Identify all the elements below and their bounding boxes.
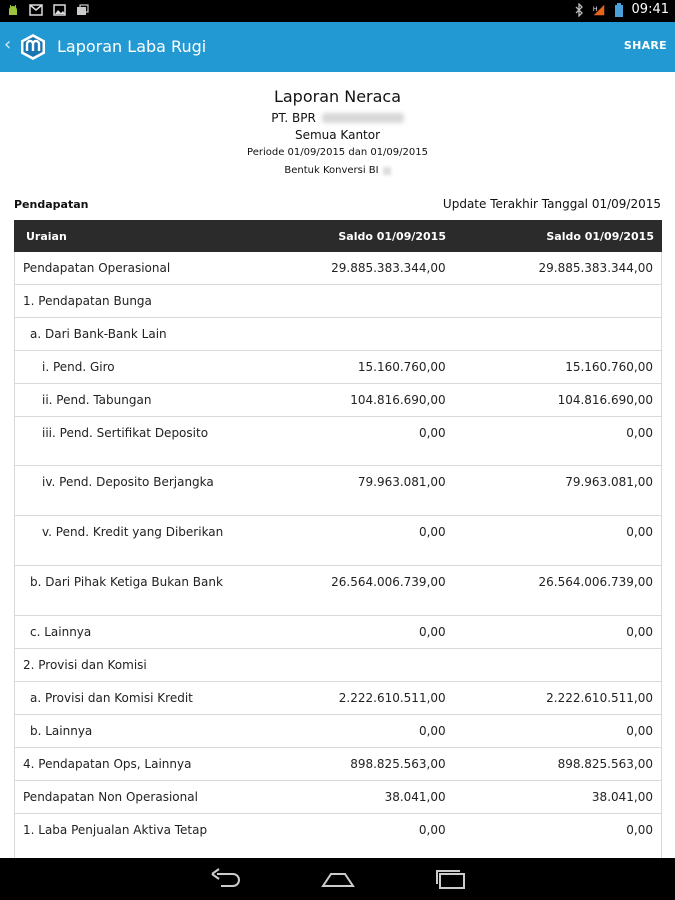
row-description: a. Provisi dan Komisi Kredit (30, 691, 193, 705)
table-row[interactable] (14, 417, 662, 466)
table-row[interactable] (14, 318, 662, 351)
status-bar (0, 0, 675, 22)
row-description: ii. Pend. Tabungan (42, 393, 152, 407)
table-row[interactable] (14, 566, 662, 616)
hspa-signal-icon (592, 3, 606, 17)
row-balance-2: 79.963.081,00 (565, 475, 653, 489)
mail-icon (29, 3, 43, 17)
row-balance-2: 38.041,00 (591, 790, 653, 804)
row-balance-1: 104.816.690,00 (350, 393, 446, 407)
report-title: Laporan Neraca (273, 87, 402, 106)
row-description: iii. Pend. Sertifikat Deposito (42, 426, 209, 440)
image-icon (52, 3, 66, 17)
conversion-label: Bentuk Konversi BI (284, 165, 379, 176)
table-body (14, 252, 662, 858)
company-prefix: PT. BPR (271, 111, 316, 125)
column-header-balance-1: Saldo 01/09/2015 (338, 229, 446, 243)
row-balance-2 (456, 285, 661, 317)
income-table (14, 220, 662, 858)
row-balance-2: 29.885.383.344,00 (538, 261, 653, 275)
last-update-label: Update Terakhir Tanggal 01/09/2015 (442, 197, 661, 211)
report-office: Semua Kantor (294, 128, 381, 142)
table-row[interactable] (14, 466, 662, 516)
row-description: b. Lainnya (30, 724, 93, 738)
row-balance-1: 38.041,00 (384, 790, 446, 804)
row-balance-1: 29.885.383.344,00 (331, 261, 446, 275)
table-row[interactable] (14, 616, 662, 649)
row-balance-2: 26.564.006.739,00 (538, 575, 653, 589)
table-row[interactable] (14, 748, 662, 781)
row-balance-1: 898.825.563,00 (350, 757, 446, 771)
app-title: Laporan Laba Rugi (57, 37, 207, 56)
report-period: Periode 01/09/2015 dan 01/09/2015 (247, 147, 428, 158)
row-balance-1 (250, 649, 455, 681)
section-label: Pendapatan (14, 198, 89, 211)
table-row[interactable] (14, 384, 662, 417)
home-nav-icon[interactable] (321, 868, 355, 890)
app-bar (0, 22, 675, 72)
back-chevron-icon[interactable]: ‹ (4, 34, 12, 55)
row-description: 4. Pendapatan Ops, Lainnya (23, 757, 192, 771)
row-balance-2 (456, 649, 661, 681)
share-button[interactable]: SHARE (623, 39, 667, 52)
navigation-bar (0, 858, 675, 900)
column-header-description: Uraian (26, 229, 67, 243)
row-description: c. Lainnya (30, 625, 92, 639)
row-balance-1: 0,00 (418, 525, 446, 539)
table-row[interactable] (14, 285, 662, 318)
app-logo-icon[interactable] (19, 33, 47, 61)
column-header-balance-2: Saldo 01/09/2015 (546, 229, 654, 243)
table-row[interactable] (14, 252, 662, 285)
row-description: 1. Laba Penjualan Aktiva Tetap (23, 823, 208, 837)
table-header (14, 220, 662, 252)
row-balance-1: 0,00 (418, 823, 446, 837)
row-description: b. Dari Pihak Ketiga Bukan Bank (30, 575, 223, 589)
back-nav-icon[interactable] (209, 868, 243, 890)
row-balance-2: 104.816.690,00 (557, 393, 653, 407)
company-name-redacted (322, 113, 404, 123)
status-system (572, 2, 669, 17)
row-description: iv. Pend. Deposito Berjangka (42, 475, 214, 489)
row-balance-1 (250, 285, 455, 317)
row-description: a. Dari Bank-Bank Lain (30, 327, 167, 341)
table-row[interactable] (14, 781, 662, 814)
row-description: i. Pend. Giro (42, 360, 115, 374)
row-balance-1: 0,00 (418, 724, 446, 738)
row-balance-1: 0,00 (418, 426, 446, 440)
row-balance-2: 898.825.563,00 (557, 757, 653, 771)
table-row[interactable] (14, 682, 662, 715)
recents-nav-icon[interactable] (434, 868, 468, 890)
status-notifications (6, 3, 89, 17)
network-type-label: H (592, 5, 598, 13)
bluetooth-icon (572, 3, 586, 17)
row-description: 2. Provisi dan Komisi (23, 658, 147, 672)
row-balance-1: 2.222.610.511,00 (338, 691, 446, 705)
table-row[interactable] (14, 649, 662, 682)
row-balance-2: 2.222.610.511,00 (546, 691, 653, 705)
row-balance-2: 0,00 (626, 724, 653, 738)
conversion-redacted (383, 167, 391, 175)
row-description: Pendapatan Operasional (23, 261, 171, 275)
table-row[interactable] (14, 351, 662, 384)
battery-icon (612, 3, 626, 17)
row-balance-2: 15.160.760,00 (565, 360, 653, 374)
row-balance-2 (456, 318, 661, 350)
row-balance-1: 26.564.006.739,00 (331, 575, 446, 589)
report-conversion (0, 165, 675, 176)
row-description: v. Pend. Kredit yang Diberikan (42, 525, 224, 539)
table-row[interactable] (14, 814, 662, 858)
row-balance-2: 0,00 (626, 525, 653, 539)
row-balance-2: 0,00 (626, 625, 653, 639)
row-balance-1: 15.160.760,00 (357, 360, 446, 374)
table-row[interactable] (14, 516, 662, 566)
row-description: 1. Pendapatan Bunga (23, 294, 152, 308)
android-debug-icon (6, 3, 20, 17)
row-description: Pendapatan Non Operasional (23, 790, 198, 804)
row-balance-2: 0,00 (626, 426, 653, 440)
row-balance-1: 0,00 (418, 625, 446, 639)
report-company (0, 111, 675, 125)
row-balance-1 (250, 318, 455, 350)
table-row[interactable] (14, 715, 662, 748)
row-balance-1: 79.963.081,00 (357, 475, 446, 489)
sync-icon (75, 3, 89, 17)
row-balance-2: 0,00 (626, 823, 653, 837)
status-time: 09:41 (631, 2, 669, 17)
report-content[interactable] (0, 72, 675, 858)
